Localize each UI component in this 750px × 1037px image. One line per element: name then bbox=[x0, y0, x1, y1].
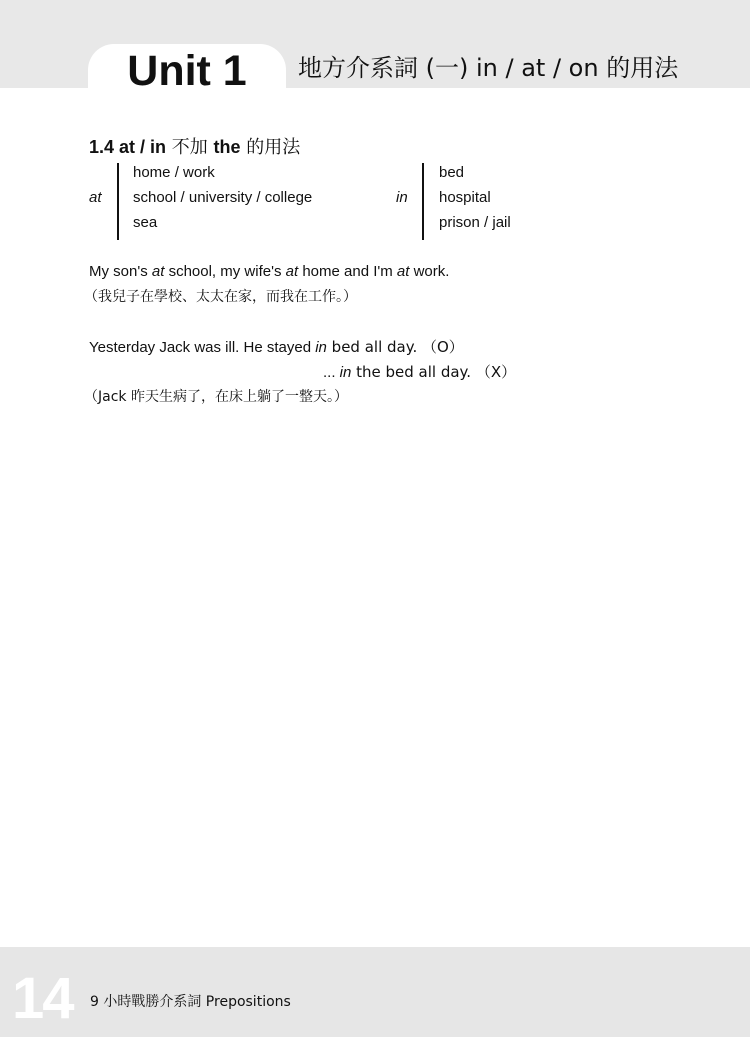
example2-correct-sentence: Yesterday Jack was ill. He stayed in bed all day. （O） bbox=[89, 338, 464, 356]
at-item-home-work: home / work bbox=[133, 164, 215, 181]
unit-label: Unit 1 bbox=[127, 47, 247, 95]
in-item-hospital: hospital bbox=[439, 189, 491, 206]
section-heading bbox=[89, 134, 300, 160]
at-preposition: at bbox=[89, 189, 102, 206]
at-item-sea: sea bbox=[133, 214, 158, 231]
section-heading-mid: 不加 bbox=[166, 137, 214, 158]
in-bracket-rule bbox=[422, 163, 424, 240]
at-item-school: school / university / college bbox=[133, 189, 313, 206]
at-bracket-rule bbox=[117, 163, 119, 240]
page-number: 14 bbox=[12, 966, 73, 1031]
example2-translation: （Jack 昨天生病了，在床上躺了一整天。） bbox=[84, 389, 348, 405]
example1-translation: （我兒子在學校、太太在家，而我在工作。） bbox=[84, 289, 357, 305]
section-heading-tail: 的用法 bbox=[240, 137, 301, 158]
section-heading-the: the bbox=[213, 137, 241, 157]
example2-incorrect-sentence: ... in the bed all day. （X） bbox=[323, 363, 517, 381]
section-number: 1.4 at / in bbox=[89, 137, 167, 157]
example1-sentence: My son's at school, my wife's at home and I'm at work. bbox=[89, 263, 450, 280]
book-title: 9 小時戰勝介系詞 Prepositions bbox=[90, 994, 291, 1010]
in-preposition: in bbox=[396, 189, 408, 206]
unit-title: 地方介系詞 (一) in / at / on 的用法 bbox=[298, 54, 679, 82]
in-item-bed: bed bbox=[439, 164, 465, 181]
in-item-prison: prison / jail bbox=[439, 214, 511, 231]
